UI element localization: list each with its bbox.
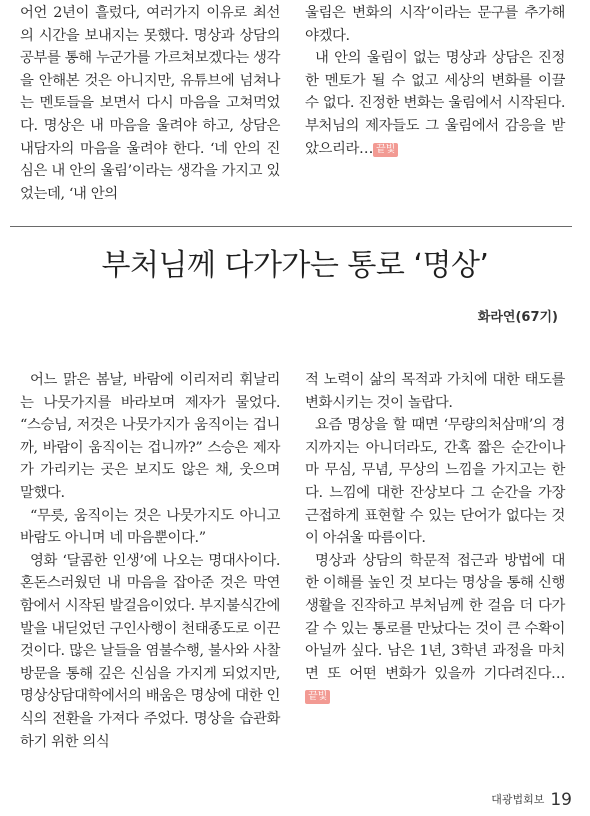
paragraph: 영화 ‘달콤한 인생’에 나오는 명대사이다. 혼돈스러웠던 내 마음을 잡아준 것은 막연함에서 시작된 발걸음이었다. 부지불식간에 발을 내딛었던 구인사행이 천태종도로 이끈 것이다. 많은 날들을 염불수행, 불사와 사찰방문을 통해 깊은 신심을 가지게 되었지만, 명상상담대학에서의 배움은 명상에 대한 인식의 전환을 가져다 주었다. 명상을 습관화하기 위한 의식 — [20, 552, 280, 750]
publication-name: 대광법회보 — [491, 793, 545, 806]
paragraph-text: 내 안의 울림이 없는 명상과 상담은 진정한 멘토가 될 수 없고 세상의 변화를 이끌 수 없다. 진정한 변화는 울림에서 시작된다. 부처님의 제자들도 그 울림에서 감응을 받았으리라… — [305, 50, 565, 157]
section-divider — [10, 226, 572, 227]
paragraph: 요즘 명상을 할 때면 ‘무량의처삼매’의 경지까지는 아니더라도, 간혹 짧은 순간이나마 무심, 무념, 무상의 느낌을 가지고는 한다. 느낌에 대한 잔상보다 그 순간을 가장 근접하게 표현할 수 있는 단어가 없다는 것이 아쉬울 따름이다. — [305, 417, 565, 547]
continued-text-left-column — [20, 2, 280, 205]
continued-text-right-column — [305, 2, 565, 160]
author-byline: 화라연(67기) — [477, 310, 558, 325]
paragraph — [305, 550, 565, 708]
article-left-column — [20, 369, 280, 753]
paragraph: 적 노력이 삶의 목적과 가치에 대한 태도를 변화시키는 것이 놀랍다. — [305, 372, 565, 411]
article-right-column — [305, 369, 565, 708]
paragraph: 어느 맑은 봄날, 바람에 이리저리 휘날리는 나뭇가지를 바라보며 제자가 물었다. “스승님, 저것은 나뭇가지가 움직이는 겁니까, 바람이 움직이는 겁니까?” 스승은 제자가 가리키는 곳은 보지도 않은 채, 웃으며 말했다. — [20, 372, 280, 501]
page-number: 19 — [550, 790, 572, 810]
end-mark: 끝빛 — [305, 690, 330, 704]
paragraph: 어언 2년이 흘렀다, 여러가지 이유로 최선의 시간을 보내지는 못했다. 명상과 상담의 공부를 통해 누군가를 가르쳐보겠다는 생각을 안해본 것은 아니지만, 유튜브에 넘쳐나는 멘토들을 보면서 다시 마음을 고쳐먹었다. 명상은 내 마음을 울려야 하고, 상담은 내담자의 마음을 울려야 한다. ‘네 안의 진심은 내 안의 울림’이라는 생각을 가지고 있었는데, ‘내 안의 — [20, 5, 280, 202]
paragraph-text: 명상과 상담의 학문적 접근과 방법에 대한 이해를 높인 것 보다는 명상을 통해 신행생활을 진작하고 부처님께 한 걸음 더 다가갈 수 있는 통로를 만났다는 것이 큰 수확이 아닐까 싶다. 남은 1년, 3학년 과정을 마치면 또 어떤 변화가 있을까 기다려진다… — [305, 552, 565, 682]
paragraph: “무릇, 움직이는 것은 나뭇가지도 아니고 바람도 아니며 네 마음뿐이다.” — [20, 507, 280, 547]
paragraph: 울림은 변화의 시작’이라는 문구를 추가해야겠다. — [305, 5, 565, 44]
page-footer — [491, 790, 572, 810]
paragraph — [305, 47, 565, 160]
article-title: 부처님께 다가가는 통로 ‘명상’ — [101, 248, 489, 283]
end-mark: 끝빛 — [373, 143, 398, 157]
